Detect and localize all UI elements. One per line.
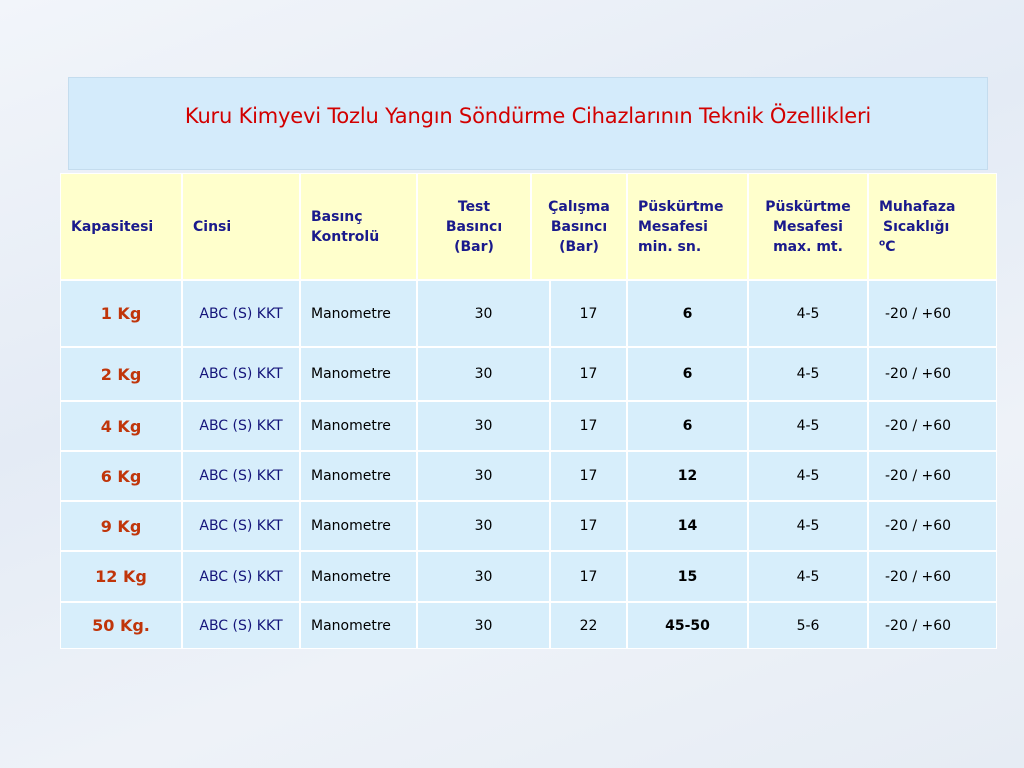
specifications-table bbox=[60, 173, 997, 649]
cell-kontrol: Manometre bbox=[301, 552, 416, 601]
cell-kapasite: 1 Kg bbox=[61, 281, 181, 346]
header-text-line: (Bar) bbox=[454, 238, 494, 255]
header-text-line: (Bar) bbox=[559, 238, 599, 255]
unit-label: C bbox=[885, 238, 896, 255]
cell-calisma: 17 bbox=[551, 281, 626, 346]
cell-max: 4-5 bbox=[749, 502, 867, 550]
header-text-line: min. sn. bbox=[638, 238, 702, 255]
cell-test: 30 bbox=[418, 552, 549, 601]
cell-max: 5-6 bbox=[749, 603, 867, 648]
cell-cinsi: ABC (S) KKT bbox=[183, 452, 299, 500]
header-puskurtme-max bbox=[749, 174, 867, 279]
cell-min: 15 bbox=[628, 552, 747, 601]
cell-muhafaza: -20 / +60 bbox=[869, 603, 996, 648]
cell-max: 4-5 bbox=[749, 348, 867, 400]
cell-min: 14 bbox=[628, 502, 747, 550]
header-text-line: Püskürtme bbox=[765, 198, 851, 215]
cell-cinsi: ABC (S) KKT bbox=[183, 603, 299, 648]
cell-max: 4-5 bbox=[749, 402, 867, 450]
cell-kontrol: Manometre bbox=[301, 402, 416, 450]
cell-min: 6 bbox=[628, 281, 747, 346]
cell-test: 30 bbox=[418, 281, 549, 346]
cell-kapasite: 6 Kg bbox=[61, 452, 181, 500]
header-text-line: Çalışma bbox=[548, 198, 610, 215]
cell-min: 45-50 bbox=[628, 603, 747, 648]
cell-muhafaza: -20 / +60 bbox=[869, 452, 996, 500]
cell-calisma: 17 bbox=[551, 402, 626, 450]
cell-cinsi: ABC (S) KKT bbox=[183, 348, 299, 400]
cell-calisma: 17 bbox=[551, 552, 626, 601]
cell-min: 6 bbox=[628, 402, 747, 450]
cell-cinsi: ABC (S) KKT bbox=[183, 402, 299, 450]
header-basinc-kontrolu bbox=[301, 174, 416, 279]
cell-kontrol: Manometre bbox=[301, 452, 416, 500]
cell-test: 30 bbox=[418, 402, 549, 450]
cell-max: 4-5 bbox=[749, 281, 867, 346]
cell-cinsi: ABC (S) KKT bbox=[183, 502, 299, 550]
header-muhafaza-sicakligi bbox=[869, 174, 996, 279]
cell-kapasite: 9 Kg bbox=[61, 502, 181, 550]
cell-kontrol: Manometre bbox=[301, 502, 416, 550]
header-text-line: Sıcaklığı bbox=[883, 218, 950, 235]
header-text-line: Kontrolü bbox=[311, 228, 380, 245]
cell-muhafaza: -20 / +60 bbox=[869, 348, 996, 400]
header-puskurtme-min bbox=[628, 174, 747, 279]
degree-symbol: o bbox=[879, 237, 886, 248]
header-text-line: Basınç bbox=[311, 208, 363, 225]
cell-calisma: 17 bbox=[551, 502, 626, 550]
cell-calisma: 17 bbox=[551, 452, 626, 500]
cell-kontrol: Manometre bbox=[301, 281, 416, 346]
header-calisma-basinci bbox=[532, 174, 626, 279]
cell-muhafaza: -20 / +60 bbox=[869, 402, 996, 450]
cell-test: 30 bbox=[418, 502, 549, 550]
header-kapasitesi: Kapasitesi bbox=[61, 174, 181, 279]
cell-min: 12 bbox=[628, 452, 747, 500]
cell-max: 4-5 bbox=[749, 452, 867, 500]
cell-muhafaza: -20 / +60 bbox=[869, 281, 996, 346]
header-test-basinci bbox=[418, 174, 530, 279]
header-text-line: max. mt. bbox=[773, 238, 843, 255]
cell-min: 6 bbox=[628, 348, 747, 400]
cell-kapasite: 4 Kg bbox=[61, 402, 181, 450]
header-text-line: Muhafaza bbox=[879, 198, 956, 215]
cell-test: 30 bbox=[418, 452, 549, 500]
cell-muhafaza: -20 / +60 bbox=[869, 502, 996, 550]
cell-cinsi: ABC (S) KKT bbox=[183, 281, 299, 346]
cell-test: 30 bbox=[418, 348, 549, 400]
cell-max: 4-5 bbox=[749, 552, 867, 601]
cell-kapasite: 50 Kg. bbox=[61, 603, 181, 648]
cell-muhafaza: -20 / +60 bbox=[869, 552, 996, 601]
header-text-line: Test bbox=[457, 198, 491, 215]
cell-kontrol: Manometre bbox=[301, 348, 416, 400]
cell-kapasite: 2 Kg bbox=[61, 348, 181, 400]
header-unit bbox=[879, 237, 955, 257]
cell-calisma: 22 bbox=[551, 603, 626, 648]
cell-calisma: 17 bbox=[551, 348, 626, 400]
cell-kapasite: 12 Kg bbox=[61, 552, 181, 601]
cell-kontrol: Manometre bbox=[301, 603, 416, 648]
header-text-line: Basıncı bbox=[550, 218, 608, 235]
header-text-line: Basıncı bbox=[445, 218, 503, 235]
cell-cinsi: ABC (S) KKT bbox=[183, 552, 299, 601]
header-text-line: Mesafesi bbox=[638, 218, 708, 235]
header-text-line: Püskürtme bbox=[638, 198, 724, 215]
cell-test: 30 bbox=[418, 603, 549, 648]
slide-title: Kuru Kimyevi Tozlu Yangın Söndürme Cihazlarının Teknik Özellikleri bbox=[184, 104, 872, 128]
header-cinsi: Cinsi bbox=[183, 174, 299, 279]
title-panel bbox=[68, 77, 988, 170]
header-text-line: Mesafesi bbox=[773, 218, 843, 235]
